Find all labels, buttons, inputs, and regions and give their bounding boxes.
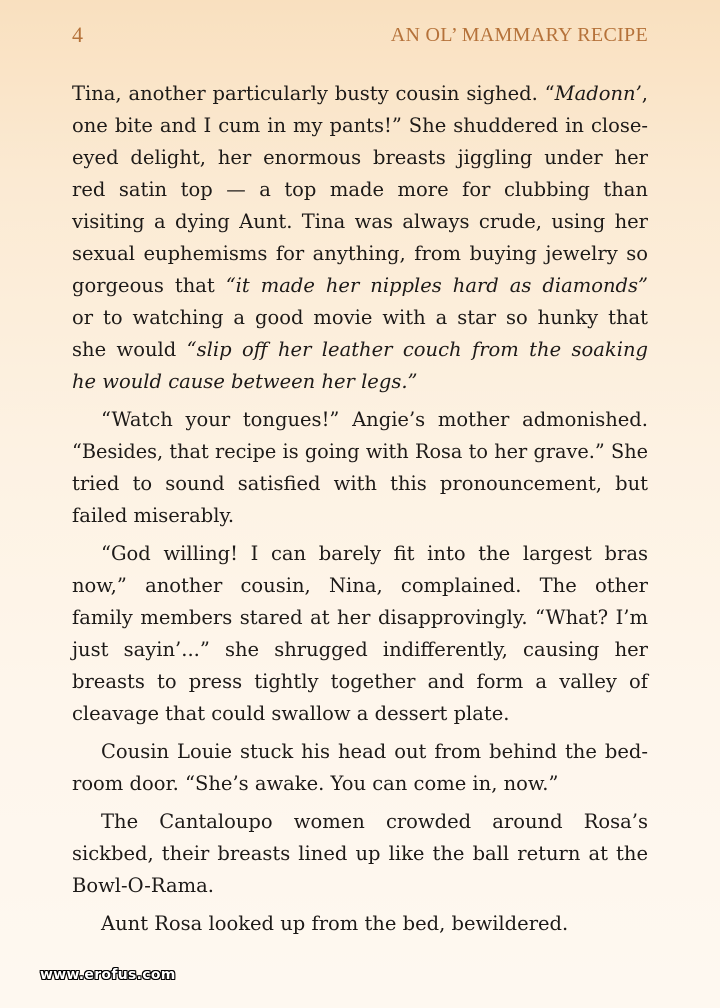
text-span: Tina, another particularly busty cousin sighed. “: [72, 82, 555, 105]
body-text: [72, 78, 648, 940]
text-line: [72, 142, 648, 174]
text-span: she would: [72, 338, 187, 361]
text-span: “God willing! I can barely fit into the largest bras: [101, 542, 648, 565]
text-span: The Cantaloupo women crowded around Rosa’s: [101, 810, 648, 833]
text-span: room door. “She’s awake. You can come in, now.”: [72, 772, 559, 795]
text-span: red satin top — a top made more for clubbing than: [72, 178, 648, 201]
text-span: sickbed, their breasts lined up like the ball return at the: [72, 842, 648, 865]
italic-text: he would cause between her legs.”: [72, 370, 418, 393]
paragraph: [72, 806, 648, 902]
text-line: [72, 404, 648, 436]
text-line: [72, 634, 648, 666]
text-span: family members stared at her disapprovingly. “What? I’m: [72, 606, 648, 629]
text-line: [72, 436, 648, 468]
text-span: Bowl-O-Rama.: [72, 874, 214, 897]
text-line: [72, 366, 648, 398]
text-line: [72, 78, 648, 110]
paragraph: [72, 404, 648, 532]
text-span: ,: [641, 82, 648, 105]
paragraph: [72, 78, 648, 398]
text-span: Aunt Rosa looked up from the bed, bewildered.: [101, 912, 569, 935]
paragraph: [72, 538, 648, 730]
text-span: just sayin’...” she shrugged indifferently, causing her: [72, 638, 648, 661]
text-line: [72, 806, 648, 838]
text-span: or to watching a good movie with a star so hunky that: [72, 306, 648, 329]
text-line: [72, 666, 648, 698]
text-line: [72, 538, 648, 570]
text-span: failed miserably.: [72, 504, 235, 527]
text-span: “Watch your tongues!” Angie’s mother admonished.: [101, 408, 648, 431]
text-line: [72, 570, 648, 602]
text-span: sexual euphemisms for anything, from buying jewelry so: [72, 242, 648, 265]
text-line: [72, 908, 648, 940]
text-span: gorgeous that: [72, 274, 226, 297]
text-span: one bite and I cum in my pants!” She shuddered in close-: [72, 114, 648, 137]
paragraph: [72, 908, 648, 940]
paragraph: [72, 736, 648, 800]
text-line: [72, 838, 648, 870]
text-line: [72, 206, 648, 238]
text-line: [72, 334, 648, 366]
text-line: [72, 468, 648, 500]
text-line: [72, 870, 648, 902]
text-line: [72, 768, 648, 800]
text-line: [72, 238, 648, 270]
text-span: eyed delight, her enormous breasts jiggling under her: [72, 146, 648, 169]
text-span: Cousin Louie stuck his head out from behind the bed-: [101, 740, 648, 763]
text-line: [72, 500, 648, 532]
text-span: breasts to press tightly together and form a valley of: [72, 670, 648, 693]
italic-text: “it made her nipples hard as diamonds”: [225, 274, 648, 297]
italic-text: “slip off her leather couch from the soaking: [186, 338, 649, 361]
text-line: [72, 698, 648, 730]
text-span: now,” another cousin, Nina, complained. The other: [72, 574, 648, 597]
text-line: [72, 736, 648, 768]
running-header: [72, 18, 648, 52]
text-span: visiting a dying Aunt. Tina was always crude, using her: [72, 210, 648, 233]
text-span: tried to sound satisfied with this pronouncement, but: [72, 472, 648, 495]
italic-text: Madonn’: [554, 82, 642, 105]
text-span: “Besides, that recipe is going with Rosa to her grave.” She: [72, 440, 648, 463]
text-span: cleavage that could swallow a dessert plate.: [72, 702, 510, 725]
text-line: [72, 270, 648, 302]
text-line: [72, 110, 648, 142]
page-number: 4: [72, 22, 83, 47]
running-title: AN OL’ MAMMARY RECIPE: [390, 23, 648, 46]
text-line: [72, 174, 648, 206]
text-line: [72, 302, 648, 334]
text-line: [72, 602, 648, 634]
watermark: www.erofus.com: [40, 967, 176, 983]
